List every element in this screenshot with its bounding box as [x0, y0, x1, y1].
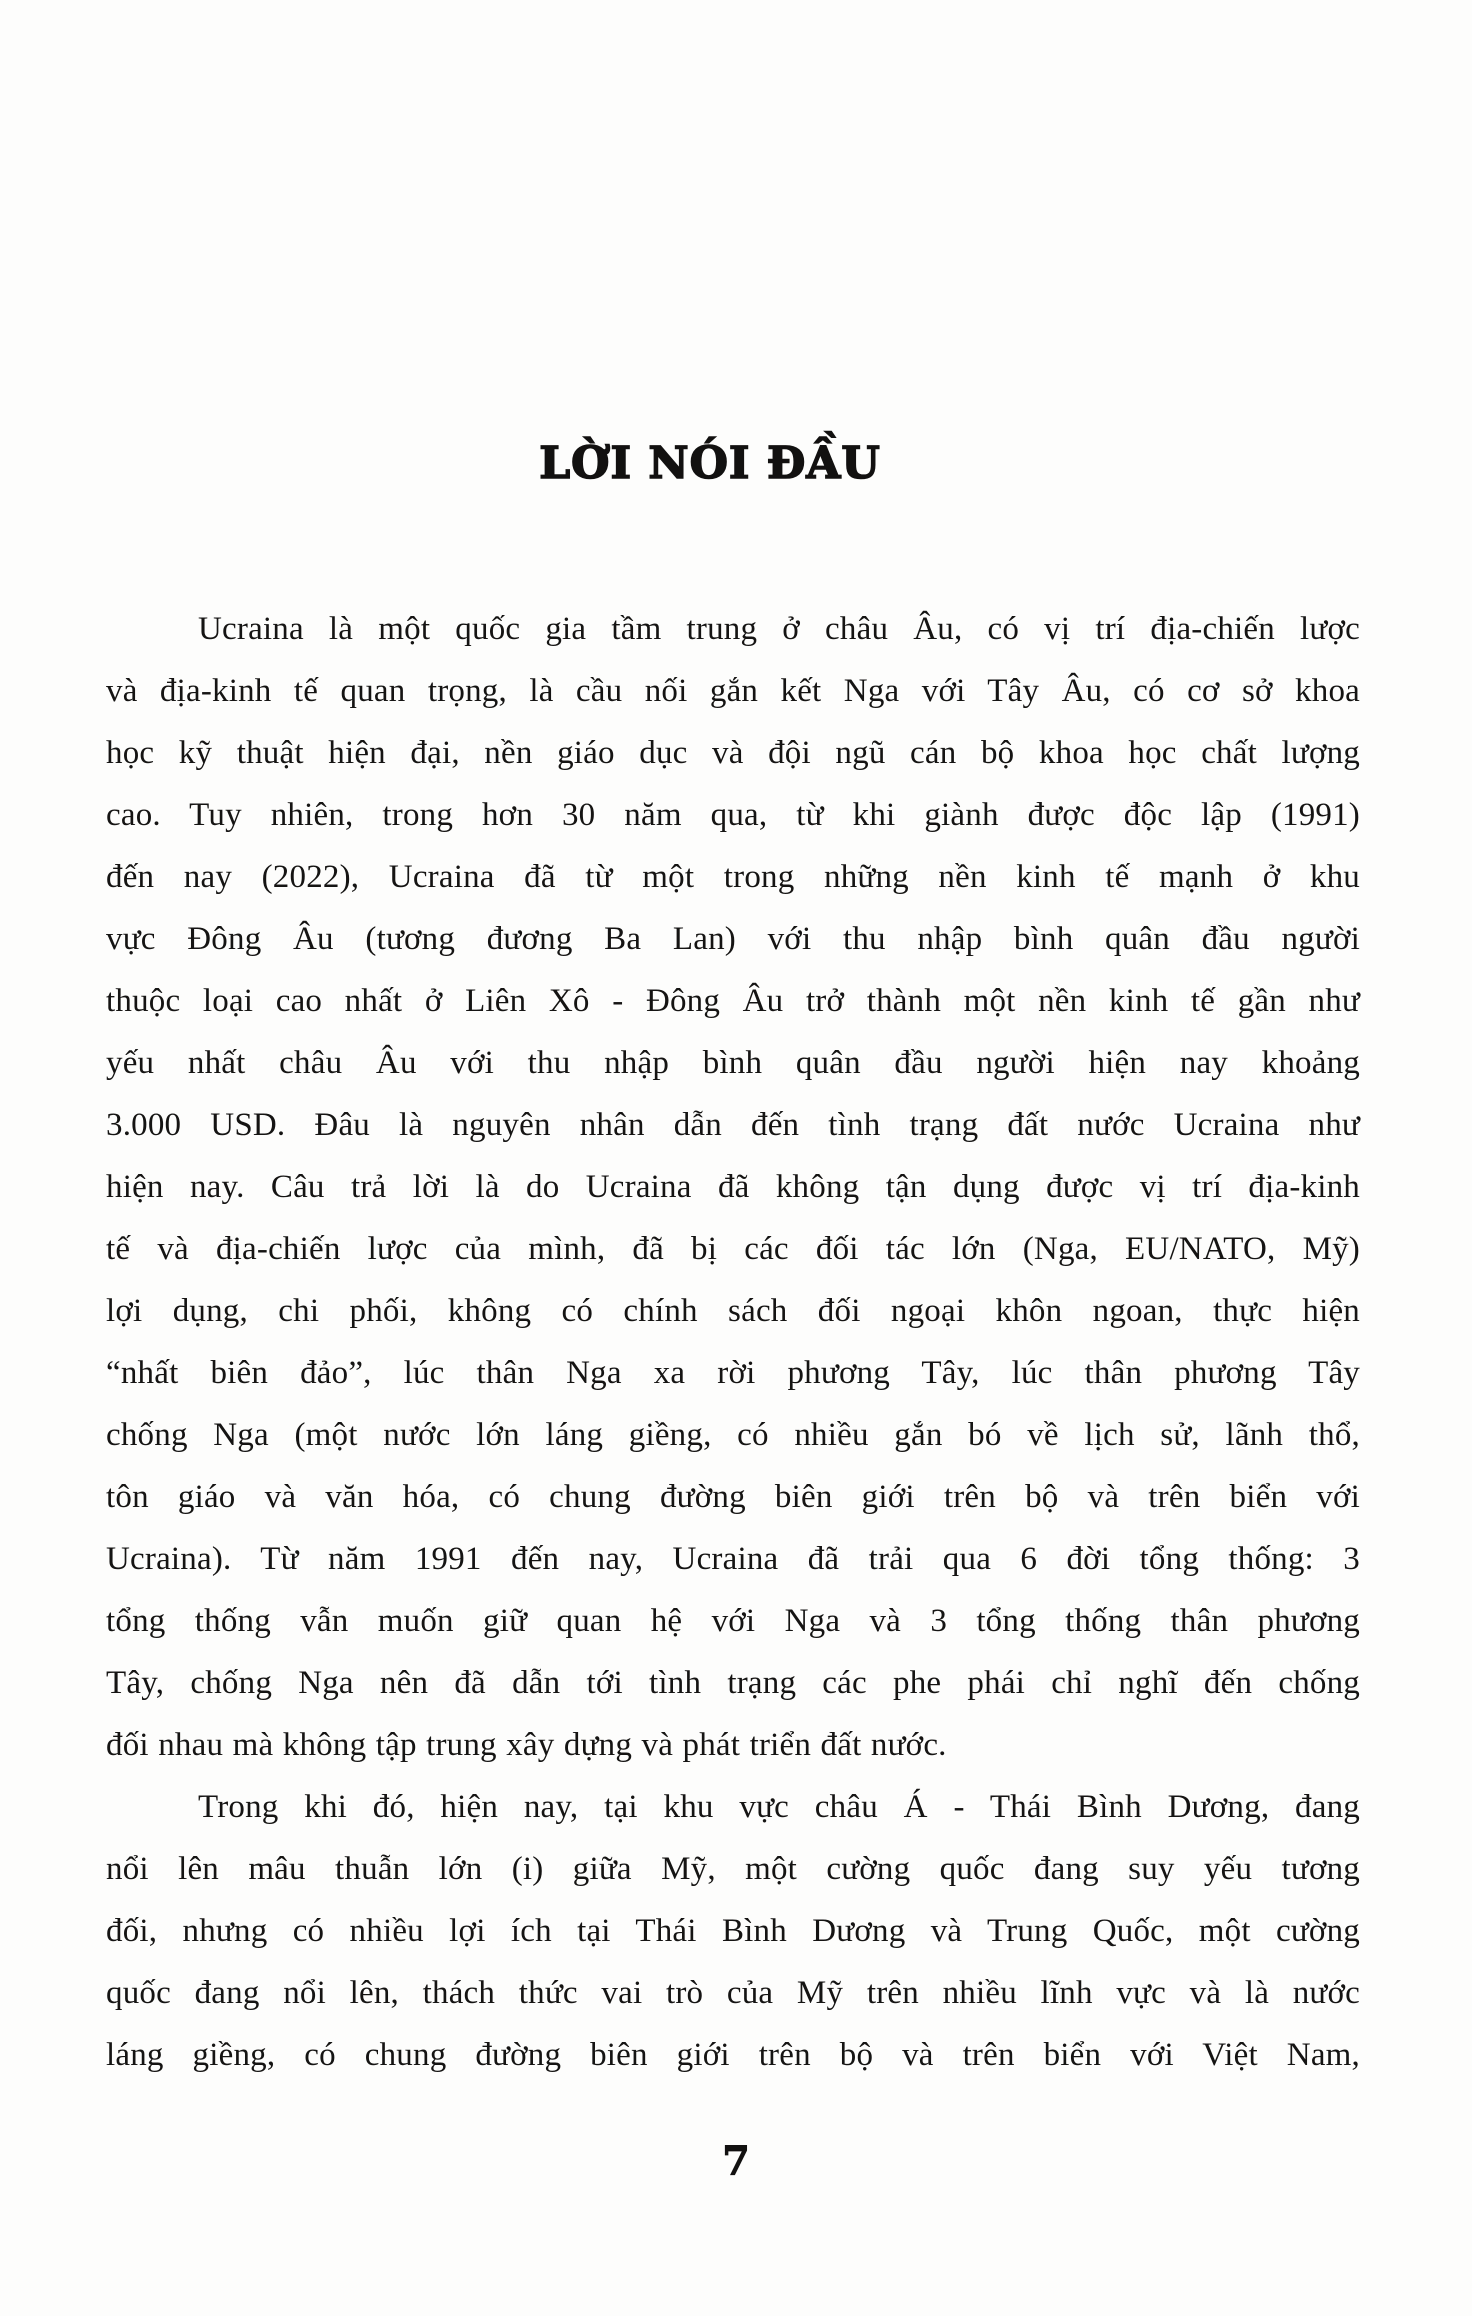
text-line: học kỹ thuật hiện đại, nền giáo dục và đội ngũ cán bộ khoa học chất lượng — [106, 735, 1360, 771]
text-line: chống Nga (một nước lớn láng giềng, có nhiều gắn bó về lịch sử, lãnh thổ, — [106, 1417, 1360, 1453]
text-line: thuộc loại cao nhất ở Liên Xô - Đông Âu trở thành một nền kinh tế gần như — [106, 983, 1360, 1019]
text-line: cao. Tuy nhiên, trong hơn 30 năm qua, từ khi giành được độc lập (1991) — [106, 797, 1360, 833]
text-line: hiện nay. Câu trả lời là do Ucraina đã không tận dụng được vị trí địa-kinh — [106, 1169, 1360, 1205]
text-line: Tây, chống Nga nên đã dẫn tới tình trạng các phe phái chỉ nghĩ đến chống — [106, 1665, 1360, 1701]
text-line: 3.000 USD. Đâu là nguyên nhân dẫn đến tình trạng đất nước Ucraina như — [106, 1107, 1360, 1143]
text-line: và địa-kinh tế quan trọng, là cầu nối gắn kết Nga với Tây Âu, có cơ sở khoa — [106, 673, 1360, 709]
page-title: LỜI NÓI ĐẦU — [539, 438, 881, 489]
text-line: đối, nhưng có nhiều lợi ích tại Thái Bình Dương và Trung Quốc, một cường — [106, 1913, 1360, 1949]
text-line: tôn giáo và văn hóa, có chung đường biên giới trên bộ và trên biển với — [106, 1479, 1360, 1515]
text-line: quốc đang nổi lên, thách thức vai trò của Mỹ trên nhiều lĩnh vực và là nước — [106, 1975, 1360, 2011]
text-line: Ucraina). Từ năm 1991 đến nay, Ucraina đã trải qua 6 đời tổng thống: 3 — [106, 1541, 1360, 1577]
paragraph-2 — [106, 1776, 1360, 2086]
text-line: yếu nhất châu Âu với thu nhập bình quân đầu người hiện nay khoảng — [106, 1045, 1360, 1081]
text-line: vực Đông Âu (tương đương Ba Lan) với thu nhập bình quân đầu người — [106, 921, 1360, 957]
text-line: tổng thống vẫn muốn giữ quan hệ với Nga và 3 tổng thống thân phương — [106, 1603, 1360, 1639]
page-number: 7 — [722, 2138, 750, 2185]
text-line: đối nhau mà không tập trung xây dựng và phát triển đất nước. — [106, 1727, 947, 1763]
text-line: Ucraina là một quốc gia tầm trung ở châu Âu, có vị trí địa-chiến lược — [198, 611, 1360, 647]
text-line: nổi lên mâu thuẫn lớn (i) giữa Mỹ, một cường quốc đang suy yếu tương — [106, 1851, 1360, 1887]
paragraph-1 — [106, 598, 1360, 1776]
text-line: Trong khi đó, hiện nay, tại khu vực châu Á - Thái Bình Dương, đang — [198, 1789, 1360, 1825]
text-line: lợi dụng, chi phối, không có chính sách đối ngoại khôn ngoan, thực hiện — [106, 1293, 1360, 1329]
body-text — [106, 598, 1360, 2086]
text-line: tế và địa-chiến lược của mình, đã bị các đối tác lớn (Nga, EU/NATO, Mỹ) — [106, 1231, 1360, 1267]
text-line: “nhất biên đảo”, lúc thân Nga xa rời phương Tây, lúc thân phương Tây — [106, 1355, 1360, 1391]
text-line: đến nay (2022), Ucraina đã từ một trong những nền kinh tế mạnh ở khu — [106, 859, 1360, 895]
text-line: láng giềng, có chung đường biên giới trên bộ và trên biển với Việt Nam, — [106, 2037, 1360, 2073]
